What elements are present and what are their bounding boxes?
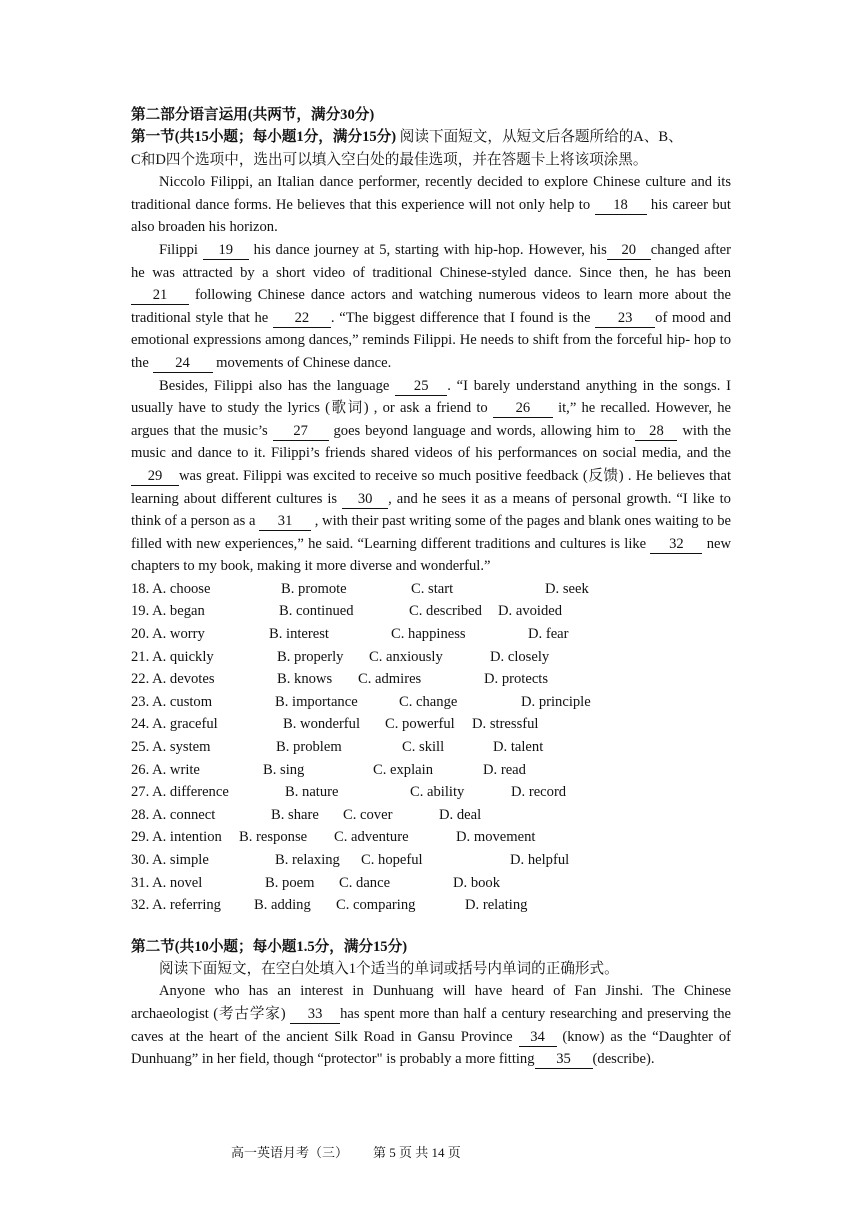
option-row [131, 849, 731, 872]
text: of mood and emotional expressions among dances,” reminds Filippi. He needs to shift from the forceful hip- hop to the [131, 309, 731, 371]
option-c[interactable]: C. adventure [334, 829, 409, 846]
option-b[interactable]: B. promote [281, 580, 347, 597]
option-d[interactable]: D. closely [490, 648, 550, 665]
text: has spent more than half a century researching and preserving the caves at the heart of the ancient Silk Road in Gansu Province [131, 1005, 732, 1045]
option-a[interactable]: 23. A. custom [131, 693, 213, 710]
option-a[interactable]: 19. A. began [131, 603, 205, 620]
option-a[interactable]: 26. A. write [131, 761, 200, 778]
text: , and he sees it as a means of personal growth. “I like to think of a person as a [131, 490, 731, 530]
option-c[interactable]: C. start [411, 580, 454, 597]
option-d[interactable]: D. read [483, 761, 526, 778]
text: his career but also broaden his horizon. [131, 196, 731, 236]
option-c[interactable]: C. admires [358, 671, 422, 688]
option-a[interactable]: 22. A. devotes [131, 671, 215, 688]
text: . “I barely understand anything in the songs. I usually have to study the lyrics (歌词) , or ask a friend to [131, 377, 731, 417]
part-title: 第二部分语言运用(共两节，满分30分) [131, 107, 375, 123]
option-b[interactable]: B. interest [269, 626, 329, 643]
blank-27[interactable]: 27 [273, 423, 329, 441]
text: (know) as the “Daughter of Dunhuang” in her field, though “protector" is probably a more fitting [131, 1028, 731, 1068]
option-d[interactable]: D. helpful [510, 852, 570, 868]
option-c[interactable]: C. comparing [336, 897, 416, 914]
option-a[interactable]: 27. A. difference [131, 784, 229, 801]
option-d[interactable]: D. seek [545, 580, 589, 597]
option-row [131, 713, 731, 736]
text: new chapters to my book, making it more diverse and wonderful.” [131, 535, 732, 575]
text: Besides, Filippi also has the language [159, 377, 390, 394]
option-c[interactable]: C. skill [402, 739, 445, 756]
option-b[interactable]: B. problem [276, 739, 342, 756]
blank-34[interactable]: 34 [519, 1029, 557, 1047]
exam-name: 高一英语月考（三） [231, 1145, 349, 1160]
blank-29[interactable]: 29 [131, 468, 179, 486]
option-a[interactable]: 28. A. connect [131, 806, 216, 823]
option-d[interactable]: D. record [511, 784, 567, 801]
blank-21[interactable]: 21 [131, 287, 189, 305]
option-c[interactable]: C. ability [410, 784, 465, 801]
passage-paragraph-3 [131, 375, 731, 578]
option-b[interactable]: B. continued [279, 603, 354, 620]
text: following Chinese dance actors and watching numerous videos to learn more about the traditional style that he [131, 287, 731, 326]
option-row [131, 668, 731, 691]
option-d[interactable]: D. protects [484, 671, 549, 688]
option-row [131, 736, 731, 759]
option-b[interactable]: B. response [239, 829, 308, 846]
text: Niccolo Filippi, an Italian dance performer, recently decided to explore Chinese culture and its traditional dance forms. He believes that this experience will not only help to [131, 174, 731, 213]
section2-heading: 第二节(共10小题；每小题1.5分，满分15分) [131, 938, 408, 955]
option-row [131, 781, 731, 804]
text: it,” he recalled. However, he argues that the music’s [131, 400, 731, 439]
option-c[interactable]: C. change [399, 693, 458, 710]
blank-33[interactable]: 33 [290, 1006, 340, 1024]
exam-page [131, 104, 731, 1071]
option-c[interactable]: C. dance [339, 874, 391, 891]
options-list [131, 578, 731, 917]
blank-26[interactable]: 26 [493, 400, 553, 418]
option-b[interactable]: B. nature [285, 784, 339, 801]
text: goes beyond language and words, allowing him to [333, 422, 636, 439]
option-b[interactable]: B. knows [277, 671, 333, 688]
instr-text-b: C和D四个选项中，选出可以填入空白处的最佳选项，并在答题卡上将该项涂黑。 [131, 151, 648, 168]
option-c[interactable]: C. powerful [385, 716, 455, 733]
blank-31[interactable]: 31 [259, 513, 311, 531]
option-a[interactable]: 20. A. worry [131, 626, 205, 643]
option-row [131, 804, 731, 827]
option-d[interactable]: D. talent [493, 739, 544, 756]
text: (describe). [592, 1051, 655, 1068]
blank-18[interactable]: 18 [595, 197, 647, 215]
text: changed after he was attracted by a short video of traditional Chinese-styled dance. Since then, he has been [131, 241, 731, 281]
option-a[interactable]: 18. A. choose [131, 580, 211, 597]
text: with the music and dance to it. Filippi’s friends shared videos of his performances on social media, and the [131, 422, 731, 462]
option-a[interactable]: 25. A. system [131, 739, 211, 756]
option-d[interactable]: D. fear [528, 626, 569, 643]
blank-25[interactable]: 25 [395, 378, 447, 396]
text: . “The biggest difference that I found is the [330, 309, 591, 326]
option-d[interactable]: D. deal [439, 806, 482, 823]
option-d[interactable]: D. stressful [472, 716, 539, 733]
option-c[interactable]: C. explain [373, 761, 433, 778]
blank-22[interactable]: 22 [273, 310, 331, 328]
blank-20[interactable]: 20 [607, 242, 651, 260]
blank-35[interactable]: 35 [535, 1051, 593, 1069]
text: was great. Filippi was excited to receive so much positive feedback (反馈) . He believes that learning about different cultures is [131, 467, 731, 507]
option-a[interactable]: 29. A. intention [131, 829, 222, 846]
option-d[interactable]: D. book [453, 874, 501, 891]
text: Filippi [159, 241, 198, 258]
option-b[interactable]: B. poem [265, 874, 315, 891]
option-b[interactable]: B. adding [254, 897, 311, 914]
option-a[interactable]: 24. A. graceful [131, 716, 218, 733]
option-d[interactable]: D. relating [465, 897, 528, 914]
option-row [131, 578, 731, 601]
option-row [131, 600, 731, 623]
option-c[interactable]: C. anxiously [369, 648, 443, 665]
option-c[interactable]: C. described [409, 603, 482, 620]
option-b[interactable]: B. relaxing [275, 852, 340, 868]
option-row [131, 826, 731, 849]
option-a[interactable]: 32. A. referring [131, 897, 221, 914]
option-a[interactable]: 21. A. quickly [131, 648, 214, 665]
spacer [131, 917, 731, 936]
passage-paragraph-2 [131, 239, 731, 375]
blank-24[interactable]: 24 [153, 355, 213, 373]
option-row [131, 691, 731, 714]
option-row [131, 646, 731, 669]
option-row [131, 623, 731, 646]
option-row [131, 872, 731, 895]
blank-32[interactable]: 32 [650, 536, 702, 554]
option-row [131, 759, 731, 782]
section2-instructions: 阅读下面短文，在空白处填入1个适当的单词或括号内单词的正确形式。 [159, 960, 619, 977]
section2-passage [131, 980, 731, 1070]
option-row [131, 894, 731, 917]
option-c[interactable]: C. happiness [391, 626, 466, 643]
blank-28[interactable]: 28 [635, 423, 677, 441]
option-d[interactable]: D. avoided [498, 603, 563, 620]
passage-paragraph-1 [131, 171, 731, 239]
section1-instructions [131, 126, 731, 171]
text: movements of Chinese dance. [216, 354, 392, 371]
text: his dance journey at 5, starting with hip-hop. However, his [253, 241, 607, 258]
option-b[interactable]: B. wonderful [283, 716, 361, 733]
option-a[interactable]: 30. A. simple [131, 852, 209, 868]
page-number: 第 5 页 共 14 页 [373, 1145, 461, 1160]
option-c[interactable]: C. cover [343, 806, 393, 823]
blank-30[interactable]: 30 [342, 491, 388, 509]
section1-heading: 第一节(共15小题；每小题1分，满分15分) [131, 129, 397, 145]
option-b[interactable]: B. sing [263, 761, 305, 778]
text: , with their past writing some of the pages and blank ones waiting to be filled with new experiences,” he said. “Learning different traditions and cultures is like [131, 513, 731, 552]
option-a[interactable]: 31. A. novel [131, 874, 203, 891]
blank-23[interactable]: 23 [595, 310, 655, 328]
instr-text-a: 阅读下面短文，从短文后各题所给的A、B、 [399, 129, 683, 145]
option-d[interactable]: D. movement [456, 829, 536, 846]
blank-19[interactable]: 19 [203, 242, 249, 260]
option-c[interactable]: C. hopeful [361, 852, 423, 868]
option-b[interactable]: B. properly [277, 648, 344, 665]
option-b[interactable]: B. importance [275, 693, 358, 710]
text: Anyone who has an interest in Dunhuang will have heard of Fan Jinshi. The Chinese archaeologist (考古学家) [131, 983, 731, 1022]
option-b[interactable]: B. share [271, 806, 319, 823]
option-d[interactable]: D. principle [521, 693, 591, 710]
